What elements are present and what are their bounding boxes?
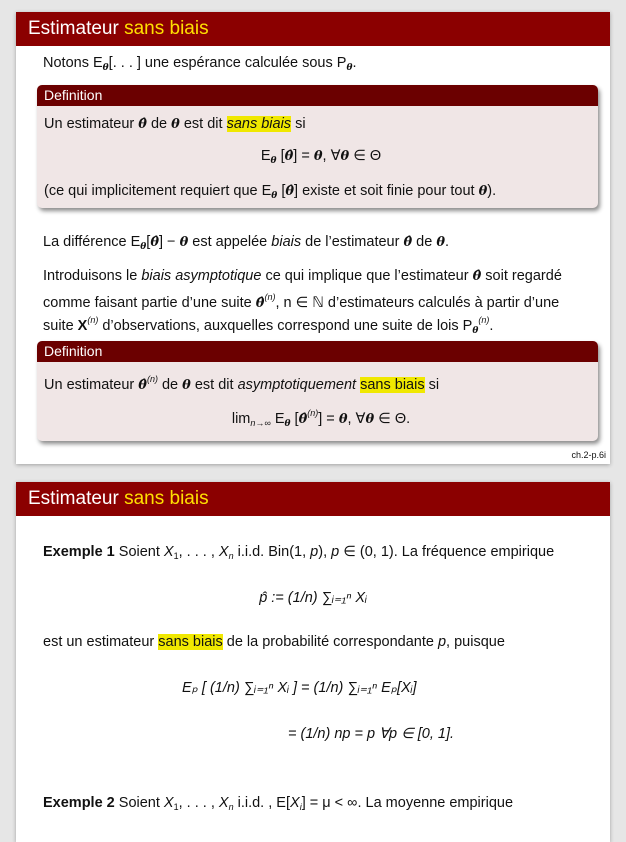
text-fragment: ∈ Θ bbox=[349, 148, 382, 164]
text-fragment: asymptotiquement bbox=[237, 377, 357, 393]
text-fragment: θ bbox=[365, 412, 375, 427]
text-fragment: si bbox=[291, 116, 306, 132]
text-fragment: , ∀ bbox=[322, 148, 341, 164]
text-fragment: de bbox=[157, 377, 183, 393]
text-fragment: sans biais bbox=[360, 377, 425, 393]
text-fragment: θ bbox=[171, 117, 180, 132]
text-fragment: (n) bbox=[478, 315, 490, 325]
text-fragment: Un estimateur bbox=[44, 116, 139, 132]
text-fragment: θ bbox=[102, 63, 109, 73]
title-highlight: sans biais bbox=[124, 488, 209, 509]
definition-formula bbox=[44, 408, 598, 429]
text-fragment: X bbox=[77, 318, 88, 334]
text-fragment: , . . . , bbox=[178, 544, 219, 560]
text-fragment: θ bbox=[340, 149, 350, 164]
text-fragment: est dit bbox=[179, 116, 227, 132]
text-fragment: , n ∈ ℕ d’estimateurs calculés à partir d’une bbox=[275, 295, 560, 311]
text-fragment: [ bbox=[277, 183, 286, 199]
text-fragment: n bbox=[228, 551, 234, 561]
text-fragment: θ bbox=[270, 156, 277, 166]
text-fragment: n→∞ bbox=[250, 418, 271, 428]
text-fragment: lim bbox=[231, 411, 251, 427]
text-fragment: n bbox=[228, 802, 234, 812]
text-fragment: X bbox=[163, 544, 174, 560]
text-fragment: θ̂ bbox=[255, 296, 265, 311]
text-fragment: ce qui implique que l’estimateur bbox=[261, 268, 473, 284]
text-fragment: p bbox=[437, 634, 447, 650]
text-fragment: ] existe et soit finie pour tout bbox=[294, 183, 479, 199]
phat-formula: p̂ := (1/n) ∑ᵢ₌₁ⁿ Xᵢ bbox=[259, 590, 367, 606]
text-fragment: ] = bbox=[318, 411, 339, 427]
text-fragment: ] = bbox=[293, 148, 314, 164]
text-fragment: i bbox=[299, 802, 302, 812]
text-fragment: soit regardé bbox=[481, 268, 562, 284]
text-fragment: [. . . ] une espérance calculée sous P bbox=[108, 55, 347, 71]
text-fragment: biais asymptotique bbox=[141, 268, 262, 284]
text-fragment: Exemple 2 bbox=[43, 795, 115, 811]
text-fragment: [ bbox=[146, 234, 151, 250]
text-fragment: si bbox=[424, 377, 440, 393]
text-fragment: (n) bbox=[307, 408, 319, 418]
page-number: ch.2-p.6i bbox=[571, 450, 606, 460]
text-fragment: d’observations, auxquelles correspond une suite de lois P bbox=[98, 318, 473, 334]
text-fragment: . bbox=[445, 234, 450, 250]
definition-text bbox=[44, 374, 439, 393]
text-fragment: θ̂ bbox=[150, 235, 159, 250]
text-fragment: X bbox=[290, 795, 300, 811]
text-fragment: p bbox=[331, 544, 340, 560]
text-fragment: θ̂ bbox=[472, 269, 482, 284]
text-fragment: p bbox=[310, 544, 319, 560]
text-fragment: Un estimateur bbox=[44, 377, 139, 393]
text-fragment: 1 bbox=[173, 802, 179, 812]
expectation-formula-1: Eₚ [ (1/n) ∑ᵢ₌₁ⁿ Xᵢ ] = (1/n) ∑ᵢ₌₁ⁿ Eₚ[Xᵢ] bbox=[182, 680, 417, 696]
text-fragment: i.i.d. Bin(1, bbox=[233, 544, 311, 560]
text-fragment: ∈ (0, 1). La fréquence empirique bbox=[339, 544, 555, 560]
definition-text bbox=[44, 116, 306, 132]
text-fragment: θ bbox=[182, 378, 191, 393]
text-fragment: 1 bbox=[173, 551, 179, 561]
definition-block-1 bbox=[37, 85, 598, 208]
text-fragment: θ bbox=[478, 184, 488, 199]
text-fragment: , puisque bbox=[446, 634, 505, 650]
text-fragment: Notons E bbox=[43, 55, 103, 71]
text-fragment: θ̂ bbox=[138, 378, 147, 393]
text-fragment: (n) bbox=[264, 292, 276, 302]
text-fragment: de la probabilité correspondante bbox=[222, 634, 438, 650]
text-fragment: Soient bbox=[114, 544, 164, 560]
text-fragment: (ce qui implicitement requiert que E bbox=[44, 183, 272, 199]
expectation-formula-2: = (1/n) np = p ∀p ∈ [0, 1]. bbox=[288, 726, 455, 742]
text-fragment: (n) bbox=[146, 374, 158, 384]
text-fragment: ] = μ < ∞. La moyenne empirique bbox=[301, 795, 514, 811]
text-fragment: θ bbox=[271, 191, 278, 201]
text-fragment: E bbox=[270, 411, 285, 427]
text-fragment: θ̂ bbox=[284, 149, 294, 164]
text-fragment: θ bbox=[346, 63, 353, 73]
text-fragment: θ̂ bbox=[298, 412, 308, 427]
text-fragment: X bbox=[218, 795, 229, 811]
text-fragment: X bbox=[218, 544, 229, 560]
text-fragment: i.i.d. , E[ bbox=[233, 795, 291, 811]
text-fragment: θ̂ bbox=[138, 117, 147, 132]
text-fragment: comme faisant partie d’une suite bbox=[43, 295, 256, 311]
definition-label: Definition bbox=[37, 341, 598, 362]
slide-1 bbox=[16, 12, 610, 464]
title-text: Estimateur bbox=[28, 18, 125, 39]
text-fragment: est dit bbox=[190, 377, 238, 393]
slide-2 bbox=[16, 482, 610, 842]
text-fragment: suite bbox=[43, 318, 78, 334]
text-fragment: Introduisons le bbox=[43, 268, 142, 284]
definition-note bbox=[44, 183, 496, 201]
intro-line bbox=[43, 55, 357, 73]
text-fragment: sans biais bbox=[226, 116, 292, 132]
text-fragment: est appelée bbox=[188, 234, 272, 250]
text-fragment: E bbox=[260, 148, 271, 164]
text-fragment: ), bbox=[318, 544, 332, 560]
slide-title bbox=[16, 482, 610, 516]
asymptotic-line-1 bbox=[43, 268, 562, 284]
text-fragment: biais bbox=[271, 234, 302, 250]
text-fragment: ∈ Θ. bbox=[374, 411, 411, 427]
text-fragment: de l’estimateur bbox=[301, 234, 404, 250]
text-fragment: Exemple 1 bbox=[43, 544, 115, 560]
text-fragment: , . . . , bbox=[178, 795, 219, 811]
definition-label: Definition bbox=[37, 85, 598, 106]
definition-block-2 bbox=[37, 341, 598, 441]
text-fragment: Soient bbox=[114, 795, 164, 811]
asymptotic-line-2 bbox=[43, 292, 559, 311]
text-fragment: [ bbox=[276, 148, 285, 164]
text-fragment: est un estimateur bbox=[43, 634, 159, 650]
text-fragment: θ̂ bbox=[285, 184, 295, 199]
text-fragment: . bbox=[352, 55, 357, 71]
text-fragment: θ bbox=[313, 149, 323, 164]
text-fragment: θ bbox=[284, 419, 291, 429]
text-fragment: sans biais bbox=[158, 634, 223, 650]
text-fragment: θ bbox=[140, 242, 147, 252]
text-fragment: θ bbox=[338, 412, 348, 427]
title-text: Estimateur bbox=[28, 488, 125, 509]
text-fragment: ). bbox=[487, 183, 497, 199]
text-fragment: θ bbox=[179, 235, 189, 250]
example-2-line bbox=[43, 795, 513, 812]
definition-formula bbox=[44, 148, 598, 166]
title-highlight: sans biais bbox=[124, 18, 209, 39]
text-fragment: de bbox=[146, 116, 172, 132]
text-fragment: [ bbox=[290, 411, 299, 427]
text-fragment: ] − bbox=[159, 234, 180, 250]
text-fragment: (n) bbox=[87, 315, 99, 325]
asymptotic-line-3 bbox=[43, 315, 493, 336]
text-fragment: θ bbox=[472, 326, 479, 336]
unbiased-line bbox=[43, 634, 505, 650]
text-fragment: . bbox=[489, 318, 494, 334]
bias-definition-line bbox=[43, 234, 449, 252]
text-fragment: de bbox=[412, 234, 437, 250]
text-fragment: La différence E bbox=[43, 234, 141, 250]
text-fragment: X bbox=[163, 795, 174, 811]
text-fragment: θ bbox=[436, 235, 445, 250]
example-1-line bbox=[43, 544, 554, 561]
slide-title bbox=[16, 12, 610, 46]
text-fragment: θ̂ bbox=[403, 235, 413, 250]
text-fragment: , ∀ bbox=[347, 411, 366, 427]
